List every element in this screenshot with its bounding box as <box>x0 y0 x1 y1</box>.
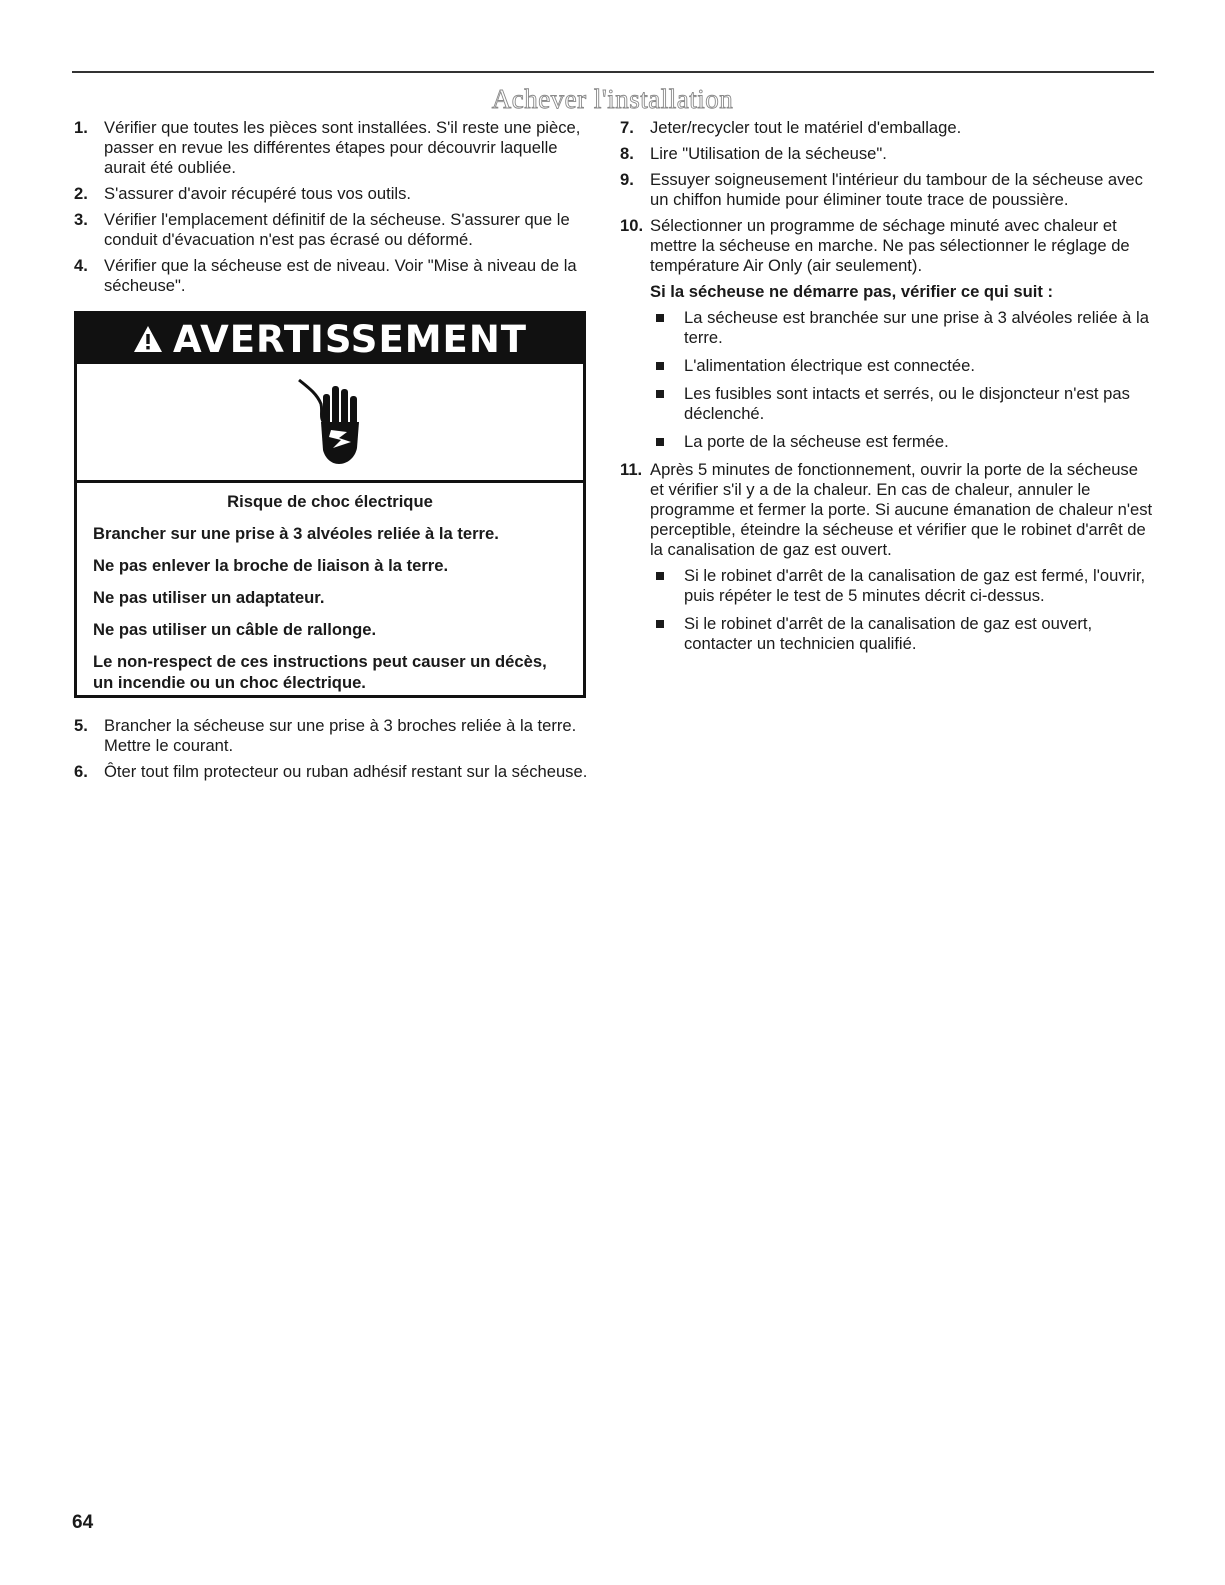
step-number: 10. <box>620 216 644 235</box>
step-10 <box>620 216 1155 276</box>
bullet-text: L'alimentation électrique est connectée. <box>684 356 975 375</box>
step-2 <box>74 184 594 204</box>
bullet-square-icon <box>656 314 664 322</box>
step-7 <box>620 118 1155 138</box>
step-3 <box>74 210 594 250</box>
warning-line: Brancher sur une prise à 3 alvéoles reliée à la terre. <box>93 524 499 543</box>
bullet-square-icon <box>656 572 664 580</box>
bullet-text: La porte de la sécheuse est fermée. <box>684 432 949 451</box>
warning-heading: AVERTISSEMENT <box>172 317 528 361</box>
warning-header <box>77 314 583 364</box>
step-number: 8. <box>620 144 634 163</box>
page-number: 64 <box>72 1512 94 1533</box>
step-text: Essuyer soigneusement l'intérieur du tambour de la sécheuse avec un chiffon humide pour éliminer toute trace de poussière. <box>650 170 1143 209</box>
check-bullet <box>620 356 1155 376</box>
step-8 <box>620 144 1155 164</box>
step-number: 11. <box>620 460 643 479</box>
warning-line: Le non-respect de ces instructions peut causer un décès, un incendie ou un choc électrique. <box>93 652 547 692</box>
warning-line: Ne pas utiliser un adaptateur. <box>93 588 325 607</box>
step-text: Vérifier que toutes les pièces sont installées. S'il reste une pièce, passer en revue les différentes étapes pour découvrir laquelle aurait été oubliée. <box>104 118 581 177</box>
bullet-text: Si le robinet d'arrêt de la canalisation de gaz est ouvert, contacter un technicien qualifié. <box>684 614 1093 653</box>
warning-line: Ne pas enlever la broche de liaison à la terre. <box>93 556 449 575</box>
step-5 <box>74 716 594 756</box>
right-column <box>620 118 1155 662</box>
step-11 <box>620 460 1155 560</box>
left-column <box>74 118 594 302</box>
warning-icon-area <box>77 364 583 483</box>
step11-bullet <box>620 566 1155 606</box>
warning-box <box>74 311 586 698</box>
step-number: 2. <box>74 184 88 203</box>
warning-triangle-icon <box>133 324 163 354</box>
step-text: Brancher la sécheuse sur une prise à 3 broches reliée à la terre. Mettre le courant. <box>104 716 577 755</box>
bullet-square-icon <box>656 620 664 628</box>
step-text: Vérifier que la sécheuse est de niveau. Voir "Mise à niveau de la sécheuse". <box>104 256 577 295</box>
step11-bullet <box>620 614 1155 654</box>
step-number: 4. <box>74 256 88 275</box>
step-6 <box>74 762 594 782</box>
bullet-text: Les fusibles sont intacts et serrés, ou le disjoncteur n'est pas déclenché. <box>684 384 1130 423</box>
step-text: Après 5 minutes de fonctionnement, ouvrir la porte de la sécheuse et vérifier s'il y a de la chaleur. En cas de chaleur, annuler le programme et fermer la porte. Si aucune émanation de chaleur n'est perceptible, éteindre la sécheuse et vérifier que le robinet d'arrêt de la canalisation de gaz est ouvert. <box>650 460 1153 559</box>
step-text: Ôter tout film protecteur ou ruban adhésif restant sur la sécheuse. <box>104 762 588 781</box>
warning-text <box>77 483 583 712</box>
step-text: Lire "Utilisation de la sécheuse". <box>650 144 887 163</box>
electric-shock-hand-icon <box>295 374 365 470</box>
page-title: Achever l'installation <box>491 84 734 114</box>
step-text: S'assurer d'avoir récupéré tous vos outils. <box>104 184 412 203</box>
step-4 <box>74 256 594 296</box>
bullet-square-icon <box>656 438 664 446</box>
bullet-text: Si le robinet d'arrêt de la canalisation de gaz est fermé, l'ouvrir, puis répéter le test de 5 minutes décrit ci-dessus. <box>684 566 1146 605</box>
step-number: 9. <box>620 170 634 189</box>
step-text: Sélectionner un programme de séchage minuté avec chaleur et mettre la sécheuse en marche. Ne pas sélectionner le réglage de température Air Only (air seulement). <box>650 216 1130 275</box>
step-text: Vérifier l'emplacement définitif de la sécheuse. S'assurer que le conduit d'évacuation n'est pas écrasé ou déformé. <box>104 210 570 249</box>
check-heading: Si la sécheuse ne démarre pas, vérifier ce qui suit : <box>650 282 1054 301</box>
top-rule <box>72 71 1154 73</box>
step-number: 1. <box>74 118 88 137</box>
left-column-lower <box>74 716 594 788</box>
step-number: 7. <box>620 118 634 137</box>
bullet-square-icon <box>656 390 664 398</box>
warning-risk: Risque de choc électrique <box>227 492 433 511</box>
bullet-square-icon <box>656 362 664 370</box>
step-text: Jeter/recycler tout le matériel d'emballage. <box>650 118 962 137</box>
step-number: 3. <box>74 210 88 229</box>
check-bullet <box>620 384 1155 424</box>
check-bullet <box>620 308 1155 348</box>
step-number: 6. <box>74 762 88 781</box>
bullet-text: La sécheuse est branchée sur une prise à 3 alvéoles reliée à la terre. <box>684 308 1149 347</box>
check-bullet <box>620 432 1155 452</box>
step-9 <box>620 170 1155 210</box>
step-1 <box>74 118 594 178</box>
warning-line: Ne pas utiliser un câble de rallonge. <box>93 620 377 639</box>
step-number: 5. <box>74 716 88 735</box>
